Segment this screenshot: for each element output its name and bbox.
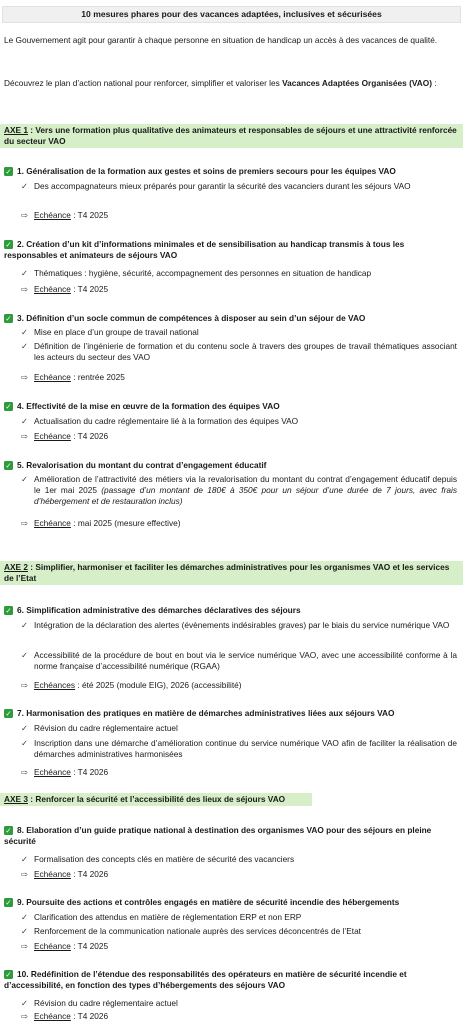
measure-5-title: 5. Revalorisation du montant du contrat d’engagement éducatif [17, 460, 267, 470]
measure-5-deadline [34, 518, 457, 529]
deadline-label: Echéance [34, 210, 71, 220]
measure-7-title: 7. Harmonisation des pratiques en matière de démarches administratives liées aux séjours VAO [17, 708, 395, 718]
measure-10-deadline [34, 1011, 457, 1022]
arrow-icon: ⇨ [21, 284, 28, 294]
measure-1-bullet-1: Des accompagnateurs mieux préparés pour garantir la sécurité des vacanciers durant les séjours VAO [34, 181, 411, 191]
intro-paragraph: Le Gouvernement agit pour garantir à chaque personne en situation de handicap un accès à des vacances de qualité. [4, 35, 438, 45]
intro-vao-colon: : [431, 78, 437, 88]
measure-7-bullet-2: Inscription dans une démarche d’amélioration continue du service numérique VAO afin de faciliter la réalisation de démarches administratives harmonisées [34, 738, 457, 759]
arrow-icon: ⇨ [21, 869, 28, 879]
measure-6-title: 6. Simplification administrative des démarches déclaratives des séjours [17, 605, 301, 615]
measure-5-bullet-note: (passage d’un montant de 180€ à 350€ pour un séjour d’une durée de 7 jours, avec frais d’hébergement et de restauration inclus) [34, 485, 457, 506]
checkmark-bullet-icon: ✓ [21, 926, 28, 936]
checkmark-bullet-icon: ✓ [21, 181, 28, 191]
deadline-label: Echéances [34, 680, 76, 690]
check-icon: ✓ [5, 314, 12, 323]
check-icon: ✓ [5, 606, 12, 615]
deadline-value: : T4 2025 [70, 284, 109, 294]
checkmark-bullet-icon: ✓ [21, 723, 28, 733]
measure-10-title: 10. Redéfinition de l’étendue des responsabilités des opérateurs en matière de sécurité incendie et d’accessibilité, en fonction des types d’hébergements des séjours VAO [4, 969, 407, 990]
measure-7-deadline [34, 767, 457, 778]
deadline-value: : T4 2025 [70, 210, 109, 220]
arrow-icon: ⇨ [21, 1011, 28, 1021]
axe-2-text: : Simplifier, harmoniser et faciliter les démarches administratives pour les organismes VAO et les services de l’Etat [4, 562, 450, 583]
check-icon: ✓ [5, 167, 12, 176]
axe-1-heading [0, 124, 463, 148]
deadline-label: Echéance [34, 431, 71, 441]
axe-2-label: AXE 2 [4, 562, 28, 572]
measure-3-bullet-2: Définition de l’ingénierie de formation et du contenu socle à travers des groupes de travail thématiques associant les acteurs du secteur des VAO [34, 341, 457, 362]
measure-6-deadline [34, 680, 457, 691]
axe-3-label: AXE 3 [4, 794, 28, 804]
page-title: 10 mesures phares pour des vacances adaptées, inclusives et sécurisées [2, 6, 461, 23]
measure-10-bullet-1: Révision du cadre réglementaire actuel [34, 998, 178, 1008]
measure-9-bullet-2: Renforcement de la communication nationale auprès des services déconcentrés de l’Etat [34, 926, 361, 936]
arrow-icon: ⇨ [21, 518, 28, 528]
deadline-label: Echéance [34, 518, 71, 528]
checkmark-bullet-icon: ✓ [21, 854, 28, 864]
checkmark-bullet-icon: ✓ [21, 912, 28, 922]
arrow-icon: ⇨ [21, 941, 28, 951]
deadline-label: Echéance [34, 767, 71, 777]
measure-9-title: 9. Poursuite des actions et contrôles engagés en matière de sécurité incendie des hébergements [17, 897, 400, 907]
check-icon: ✓ [5, 709, 12, 718]
measure-4-bullet-1: Actualisation du cadre réglementaire lié à la formation des équipes VAO [34, 416, 299, 426]
measure-9-deadline [34, 941, 457, 952]
measure-5-bullet-1 [34, 474, 457, 507]
axe-1-text: : Vers une formation plus qualitative des animateurs et responsables de séjours et une attractivité renforcée du secteur VAO [4, 125, 457, 146]
measure-1-title: 1. Généralisation de la formation aux gestes et soins de premiers secours pour les équipes VAO [17, 166, 396, 176]
deadline-label: Echéance [34, 284, 71, 294]
deadline-value: : été 2025 (module EIG), 2026 (accessibilité) [75, 680, 242, 690]
arrow-icon: ⇨ [21, 767, 28, 777]
deadline-value: : T4 2026 [70, 767, 109, 777]
checkmark-bullet-icon: ✓ [21, 650, 28, 660]
deadline-value: : T4 2025 [70, 941, 109, 951]
check-icon: ✓ [5, 898, 12, 907]
checkmark-bullet-icon: ✓ [21, 474, 28, 484]
checkmark-bullet-icon: ✓ [21, 620, 28, 630]
measure-2-title: 2. Création d’un kit d’informations minimales et de sensibilisation au handicap transmis à tous les responsables et animateurs de séjours VAO [4, 239, 405, 260]
checkmark-bullet-icon: ✓ [21, 416, 28, 426]
measure-4-title: 4. Effectivité de la mise en œuvre de la formation des équipes VAO [17, 401, 280, 411]
arrow-icon: ⇨ [21, 680, 28, 690]
measure-7-bullet-1: Révision du cadre réglementaire actuel [34, 723, 178, 733]
check-icon: ✓ [5, 461, 12, 470]
checkmark-bullet-icon: ✓ [21, 998, 28, 1008]
measure-3-deadline [34, 372, 457, 383]
measure-8-deadline [34, 869, 457, 880]
checkmark-bullet-icon: ✓ [21, 738, 28, 748]
measure-4-deadline [34, 431, 457, 442]
axe-3-heading [0, 793, 312, 806]
axe-1-label: AXE 1 [4, 125, 28, 135]
axe-3-text: : Renforcer la sécurité et l’accessibilité des lieux de séjours VAO [27, 794, 286, 804]
checkmark-bullet-icon: ✓ [21, 341, 28, 351]
measure-3-bullet-1: Mise en place d’un groupe de travail national [34, 327, 199, 337]
arrow-icon: ⇨ [21, 431, 28, 441]
check-icon: ✓ [5, 970, 12, 979]
checkmark-bullet-icon: ✓ [21, 268, 28, 278]
deadline-value: : rentrée 2025 [70, 372, 125, 382]
deadline-label: Echéance [34, 941, 71, 951]
deadline-value: : T4 2026 [70, 869, 109, 879]
deadline-value: : T4 2026 [70, 431, 109, 441]
measure-8-title: 8. Elaboration d’un guide pratique national à destination des organismes VAO pour des séjours en pleine sécurité [4, 825, 432, 846]
deadline-label: Echéance [34, 372, 71, 382]
deadline-label: Echéance [34, 869, 71, 879]
check-icon: ✓ [5, 240, 12, 249]
checkmark-bullet-icon: ✓ [21, 327, 28, 337]
measure-5-bullet-text: Amélioration de l’attractivité des métiers via la revalorisation du montant du contrat d’engagement éducatif depuis le 1er mai 2025 [34, 474, 457, 495]
arrow-icon: ⇨ [21, 372, 28, 382]
measure-6-bullet-2: Accessibilité de la procédure de bout en bout via le service numérique VAO, avec une accessibilité conforme à la norme française d’accessibilité numérique (RGAA) [34, 650, 457, 671]
intro-vao-text: Découvrez le plan d’action national pour renforcer, simplifier et valoriser les [4, 78, 283, 88]
check-icon: ✓ [5, 402, 12, 411]
measure-3-title: 3. Définition d’un socle commun de compétences à disposer au sein d’un séjour de VAO [17, 313, 366, 323]
measure-2-bullet-1: Thématiques : hygiène, sécurité, accompagnement des personnes en situation de handicap [34, 268, 372, 278]
axe-2-heading [0, 561, 463, 585]
measure-9-bullet-1: Clarification des attendus en matière de règlementation ERP et non ERP [34, 912, 302, 922]
measure-1-deadline [34, 210, 457, 221]
deadline-label: Echéance [34, 1011, 71, 1021]
measure-8-bullet-1: Formalisation des concepts clés en matière de sécurité des vacanciers [34, 854, 295, 864]
measure-6-bullet-1: Intégration de la déclaration des alertes (évènements indésirables graves) par le biais du service numérique VAO [34, 620, 450, 630]
arrow-icon: ⇨ [21, 210, 28, 220]
measure-2-deadline [34, 284, 457, 295]
intro-vao-paragraph [4, 78, 457, 89]
intro-vao-name: Vacances Adaptées Organisées (VAO) [282, 78, 432, 88]
deadline-value: : T4 2026 [70, 1011, 109, 1021]
check-icon: ✓ [5, 826, 12, 835]
deadline-value: : mai 2025 (mesure effective) [70, 518, 181, 528]
